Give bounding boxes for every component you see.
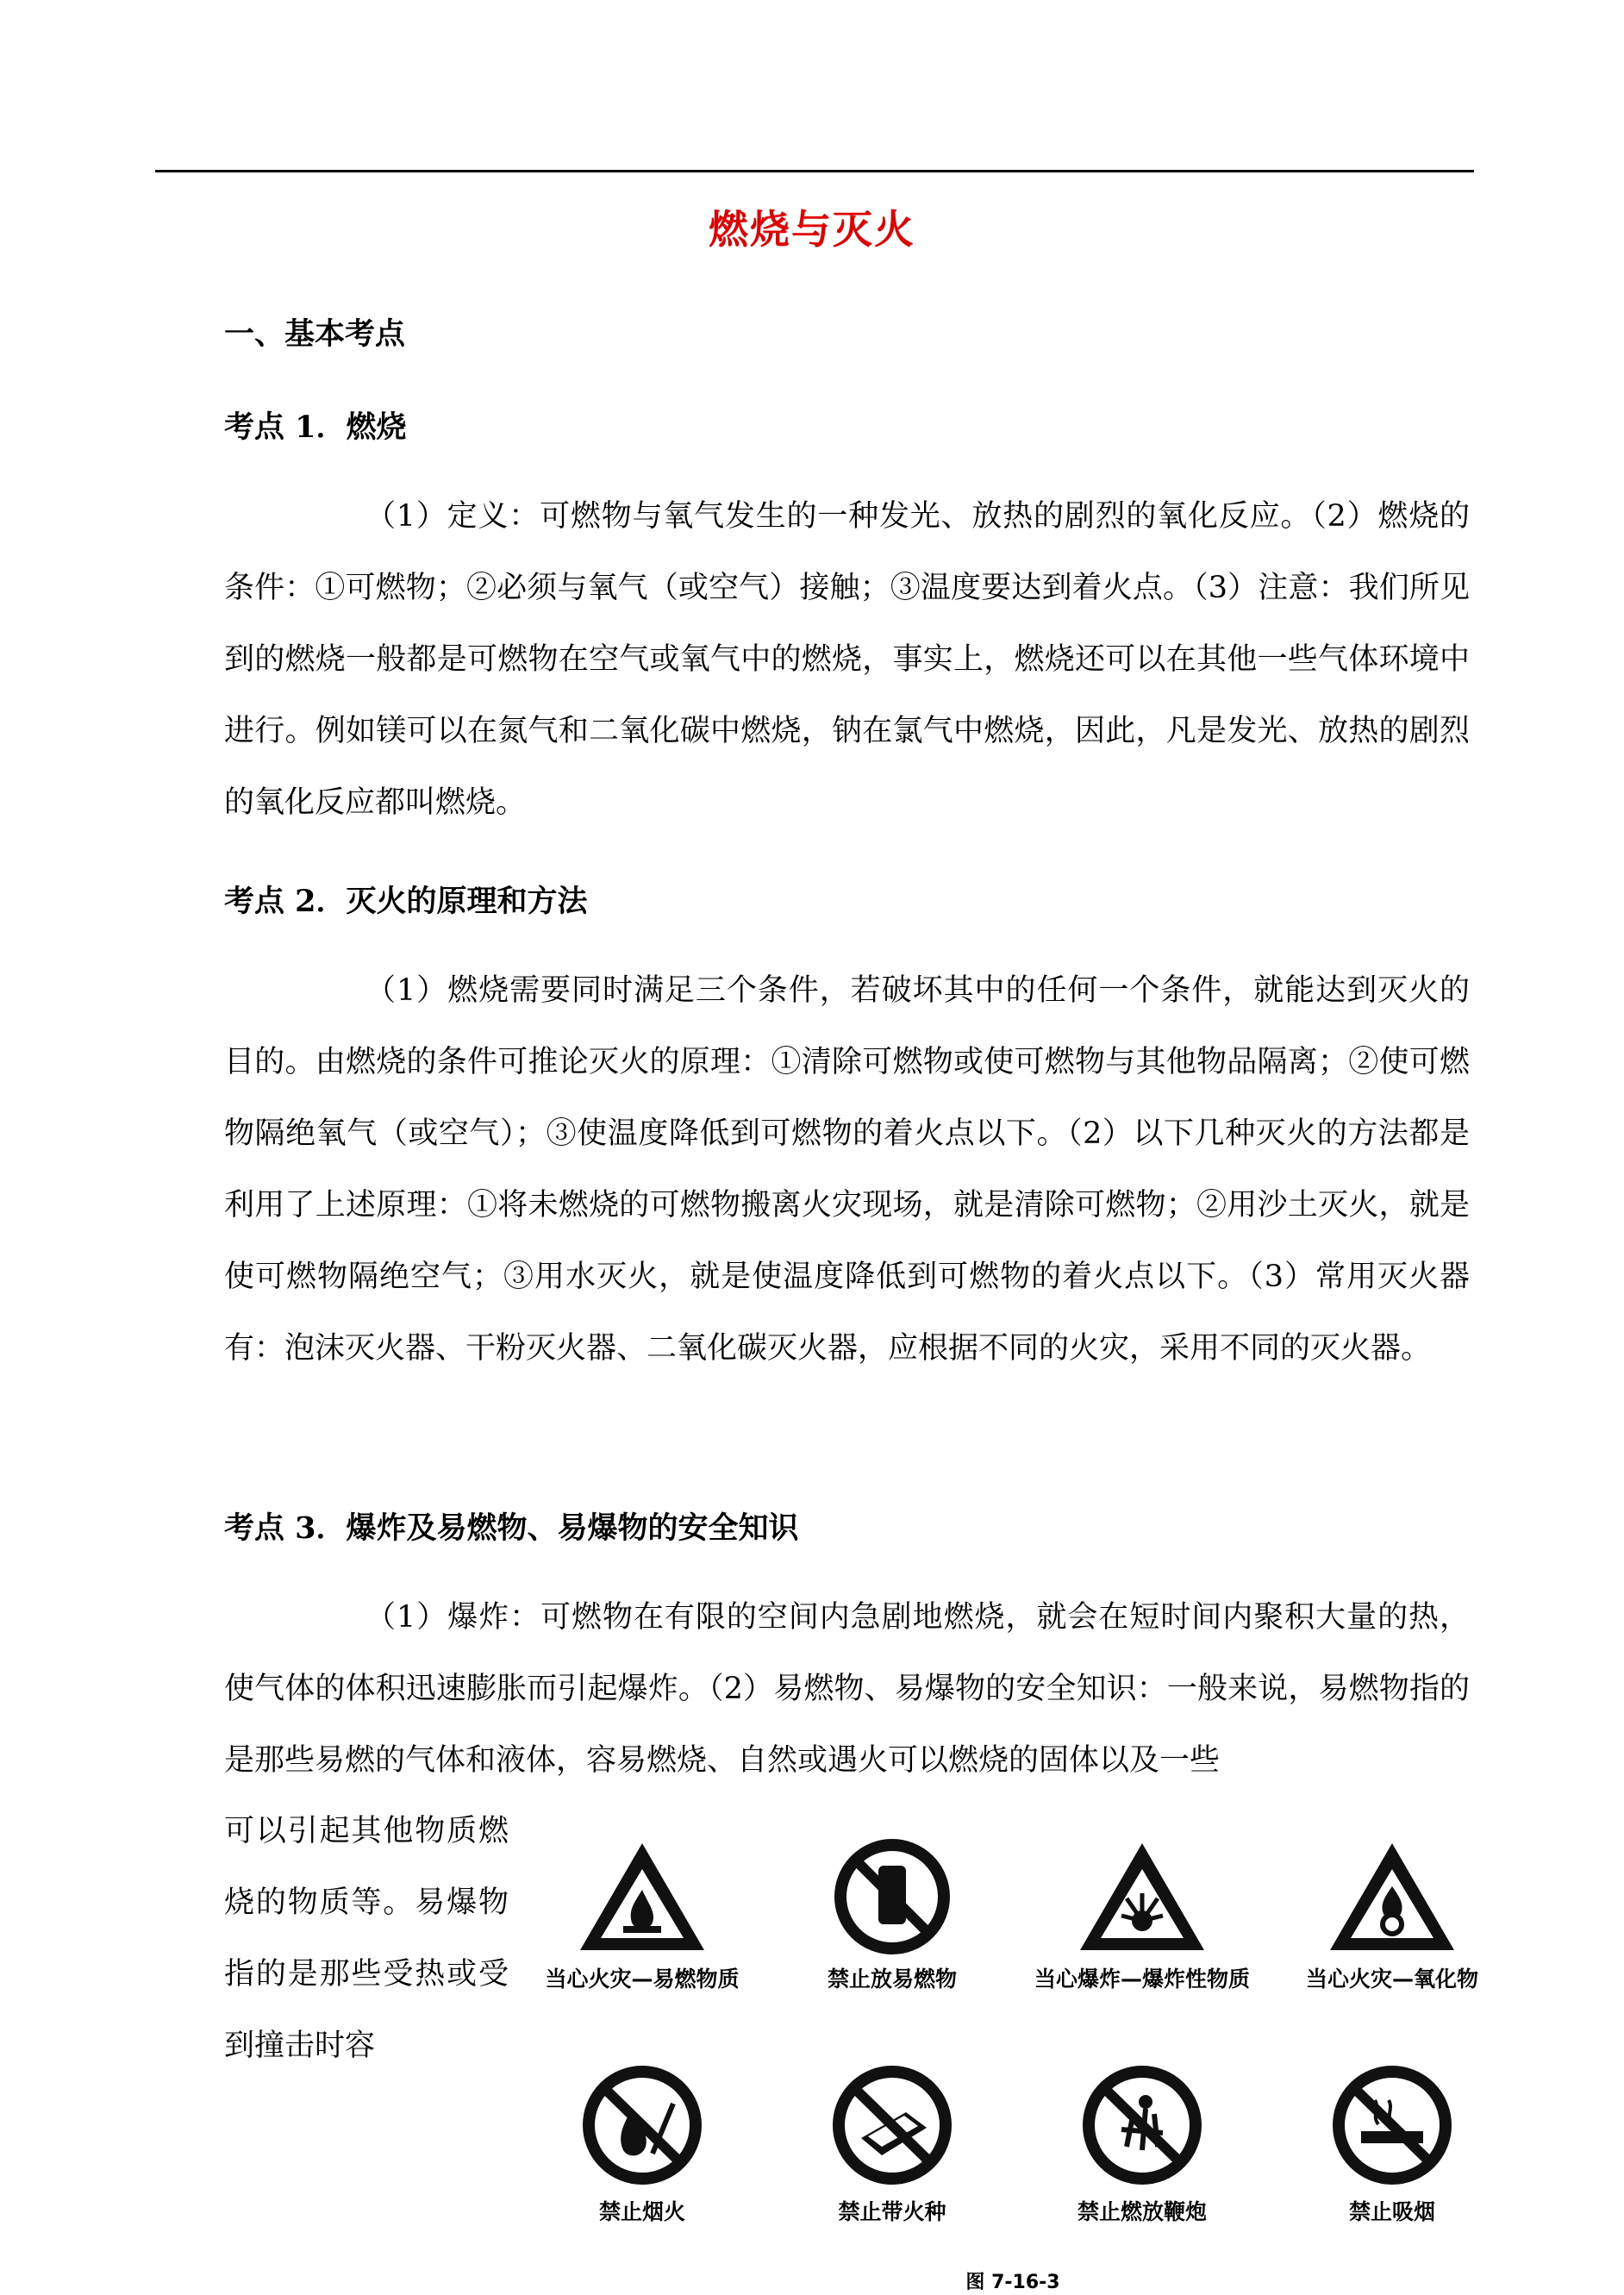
kp2-paragraph: （1）燃烧需要同时满足三个条件，若破坏其中的任何一个条件，就能达到灭火的目的。由燃烧的条件可推论灭火的原理：①清除可燃物或使可燃物与其他物品隔离；②使可燃物隔绝氧气（或空气）；③使温度降低到可燃物的着火点以下。（2）以下几种灭火的方法都是利用了上述原理：①将未燃烧的可燃物搬离火灾现场，就是清除可燃物；②用沙土灭火，就是使可燃物隔绝空气；③用水灭火，就是使温度降低到可燃物的着火点以下。（3）常用灭火器有：泡沫灭火器、干粉灭火器、二氧化碳灭火器，应根据不同的火灾，采用不同的灭火器。 — [224, 973, 1470, 1366]
no-firecrackers-icon — [1073, 2060, 1211, 2190]
explosive-warning-icon — [1073, 1836, 1211, 1957]
sign-label: 禁止吸烟 — [1348, 2199, 1435, 2224]
sign-label: 禁止放易燃物 — [827, 1967, 957, 1992]
sign-flammable — [517, 1836, 767, 1993]
flammable-warning-icon — [573, 1836, 711, 1957]
safety-signs-figure — [517, 1836, 1508, 2293]
no-flammables-icon — [823, 1836, 961, 1957]
sign-label: 禁止烟火 — [598, 2199, 685, 2224]
section-heading: 一、基本考点 — [224, 316, 406, 352]
sign-label: 禁止带火种 — [838, 2199, 946, 2224]
page-title: 燃烧与灭火 — [709, 206, 915, 253]
kp1-heading: 考点 1．燃烧 — [224, 410, 407, 445]
sign-no-flammables — [767, 1836, 1017, 1993]
oxidizer-warning-icon — [1323, 1836, 1461, 1957]
sign-label: 当心爆炸—爆炸性物质 — [1034, 1967, 1250, 1992]
sign-label: 当心火灾—易燃物质 — [545, 1967, 740, 1992]
sign-oxidizer — [1267, 1836, 1517, 1993]
kp2-heading: 考点 2．灭火的原理和方法 — [224, 884, 588, 919]
sign-no-smoking — [1267, 2060, 1517, 2226]
figure-caption: 图 7-16-3 — [965, 2272, 1060, 2293]
header-rule — [155, 170, 1474, 172]
sign-no-firecrackers — [1017, 2060, 1267, 2226]
no-fire-icon — [573, 2060, 711, 2190]
sign-label: 禁止燃放鞭炮 — [1077, 2199, 1207, 2224]
sign-label: 当心火灾—氧化物 — [1305, 1967, 1478, 1992]
sign-explosive — [1017, 1836, 1267, 1993]
kp3-heading: 考点 3．爆炸及易燃物、易爆物的安全知识 — [224, 1510, 799, 1546]
kp3-wrap-text: 可以引起其他物质燃烧的物质等。易爆物指的是那些受热或受到撞击时容 — [224, 1814, 509, 2063]
no-smoking-icon — [1323, 2060, 1461, 2190]
kp3-paragraph: （1）爆炸：可燃物在有限的空间内急剧地燃烧，就会在短时间内聚积大量的热，使气体的体积迅速膨胀而引起爆炸。（2）易燃物、易爆物的安全知识：一般来说，易燃物指的是那些易燃的气体和液体，容易燃烧、自然或遇火可以燃烧的固体以及一些 — [224, 1600, 1470, 1778]
sign-no-matches — [767, 2060, 1017, 2226]
no-matches-icon — [823, 2060, 961, 2190]
sign-no-fire — [517, 2060, 767, 2226]
kp1-paragraph: （1）定义：可燃物与氧气发生的一种发光、放热的剧烈的氧化反应。（2）燃烧的条件：①可燃物；②必须与氧气（或空气）接触；③温度要达到着火点。（3）注意：我们所见到的燃烧一般都是可燃物在空气或氧气中的燃烧，事实上，燃烧还可以在其他一些气体环境中进行。例如镁可以在氮气和二氧化碳中燃烧，钠在氯气中燃烧，因此，凡是发光、放热的剧烈的氧化反应都叫燃烧。 — [224, 499, 1470, 820]
